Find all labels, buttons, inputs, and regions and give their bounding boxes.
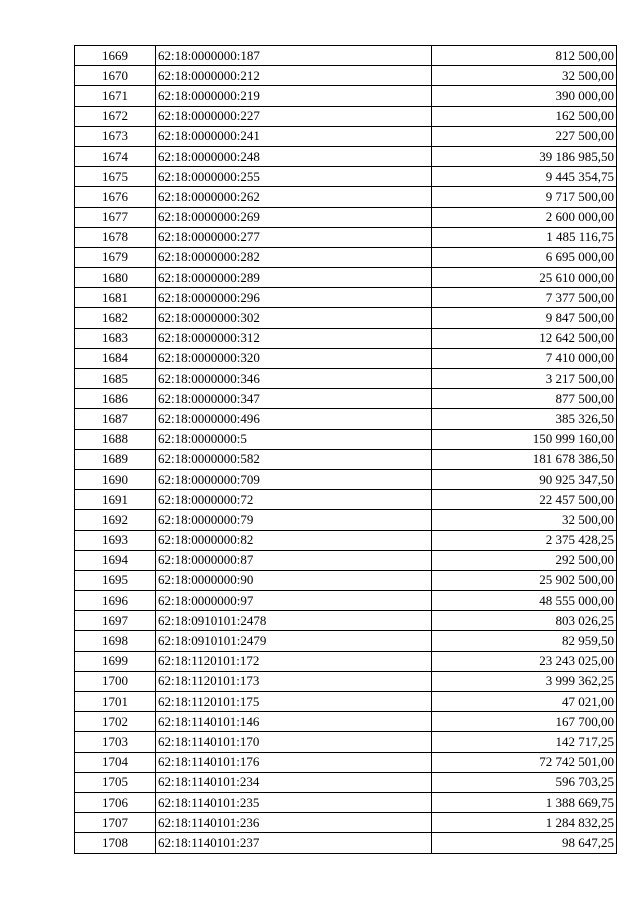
cadastral-value-cell: 25 610 000,00: [432, 268, 617, 288]
cadastral-number-cell: 62:18:0910101:2478: [156, 611, 432, 631]
cadastral-number-cell: 62:18:0000000:709: [156, 469, 432, 489]
row-number-cell: 1681: [75, 288, 156, 308]
cadastral-number-cell: 62:18:0000000:262: [156, 187, 432, 207]
cadastral-number-cell: 62:18:0000000:79: [156, 510, 432, 530]
row-number-cell: 1678: [75, 227, 156, 247]
table-row: [75, 570, 617, 590]
cadastral-value-cell: 6 695 000,00: [432, 247, 617, 267]
table-row: [75, 772, 617, 792]
cadastral-value-cell: 7 410 000,00: [432, 348, 617, 368]
cadastral-value-cell: 2 600 000,00: [432, 207, 617, 227]
cadastral-number-cell: 62:18:0000000:187: [156, 46, 432, 66]
row-number-cell: 1700: [75, 671, 156, 691]
cadastral-value-cell: 596 703,25: [432, 772, 617, 792]
cadastral-value-cell: 292 500,00: [432, 550, 617, 570]
row-number-cell: 1682: [75, 308, 156, 328]
table-row: [75, 510, 617, 530]
row-number-cell: 1703: [75, 732, 156, 752]
row-number-cell: 1669: [75, 46, 156, 66]
cadastral-number-cell: 62:18:0000000:227: [156, 106, 432, 126]
table-row: [75, 792, 617, 812]
row-number-cell: 1697: [75, 611, 156, 631]
cadastral-value-cell: 877 500,00: [432, 389, 617, 409]
cadastral-value-cell: 48 555 000,00: [432, 591, 617, 611]
table-row: [75, 247, 617, 267]
cadastral-value-cell: 72 742 501,00: [432, 752, 617, 772]
table-row: [75, 591, 617, 611]
cadastral-number-cell: 62:18:0000000:582: [156, 449, 432, 469]
cadastral-value-cell: 9 445 354,75: [432, 167, 617, 187]
cadastral-number-cell: 62:18:0000000:277: [156, 227, 432, 247]
row-number-cell: 1686: [75, 389, 156, 409]
table-row: [75, 268, 617, 288]
cadastral-number-cell: 62:18:0000000:289: [156, 268, 432, 288]
table-row: [75, 126, 617, 146]
row-number-cell: 1704: [75, 752, 156, 772]
cadastral-number-cell: 62:18:1140101:236: [156, 813, 432, 833]
table-row: [75, 46, 617, 66]
cadastral-value-cell: 12 642 500,00: [432, 328, 617, 348]
table-row: [75, 530, 617, 550]
cadastral-value-cell: 3 999 362,25: [432, 671, 617, 691]
cadastral-value-cell: 23 243 025,00: [432, 651, 617, 671]
table-row: [75, 146, 617, 166]
table-row: [75, 187, 617, 207]
cadastral-number-cell: 62:18:0000000:255: [156, 167, 432, 187]
table-row: [75, 550, 617, 570]
row-number-cell: 1701: [75, 692, 156, 712]
cadastral-number-cell: 62:18:1120101:173: [156, 671, 432, 691]
row-number-cell: 1694: [75, 550, 156, 570]
table-row: [75, 409, 617, 429]
table-row: [75, 429, 617, 449]
cadastral-number-cell: 62:18:1120101:172: [156, 651, 432, 671]
table-row: [75, 328, 617, 348]
cadastral-number-cell: 62:18:1140101:146: [156, 712, 432, 732]
row-number-cell: 1698: [75, 631, 156, 651]
table-row: [75, 813, 617, 833]
cadastral-number-cell: 62:18:1140101:176: [156, 752, 432, 772]
row-number-cell: 1696: [75, 591, 156, 611]
cadastral-value-cell: 181 678 386,50: [432, 449, 617, 469]
table-row: [75, 671, 617, 691]
cadastral-value-cell: 32 500,00: [432, 66, 617, 86]
cadastral-value-cell: 1 485 116,75: [432, 227, 617, 247]
table-body: [75, 46, 617, 854]
table-row: [75, 66, 617, 86]
cadastral-number-cell: 62:18:0000000:87: [156, 550, 432, 570]
cadastral-number-cell: 62:18:0000000:212: [156, 66, 432, 86]
cadastral-number-cell: 62:18:0000000:248: [156, 146, 432, 166]
row-number-cell: 1684: [75, 348, 156, 368]
cadastral-number-cell: 62:18:0000000:241: [156, 126, 432, 146]
row-number-cell: 1702: [75, 712, 156, 732]
row-number-cell: 1671: [75, 86, 156, 106]
cadastral-value-cell: 1 388 669,75: [432, 792, 617, 812]
row-number-cell: 1674: [75, 146, 156, 166]
cadastral-value-cell: 227 500,00: [432, 126, 617, 146]
cadastral-number-cell: 62:18:0000000:302: [156, 308, 432, 328]
row-number-cell: 1690: [75, 469, 156, 489]
table-row: [75, 712, 617, 732]
row-number-cell: 1672: [75, 106, 156, 126]
row-number-cell: 1691: [75, 490, 156, 510]
row-number-cell: 1693: [75, 530, 156, 550]
cadastral-number-cell: 62:18:0000000:320: [156, 348, 432, 368]
cadastral-value-cell: 98 647,25: [432, 833, 617, 853]
row-number-cell: 1687: [75, 409, 156, 429]
cadastral-number-cell: 62:18:0000000:312: [156, 328, 432, 348]
cadastral-value-cell: 803 026,25: [432, 611, 617, 631]
cadastral-value-cell: 385 326,50: [432, 409, 617, 429]
table-row: [75, 490, 617, 510]
cadastral-value-cell: 7 377 500,00: [432, 288, 617, 308]
cadastral-value-cell: 1 284 832,25: [432, 813, 617, 833]
cadastral-value-cell: 32 500,00: [432, 510, 617, 530]
table-row: [75, 752, 617, 772]
table-row: [75, 369, 617, 389]
table-row: [75, 86, 617, 106]
cadastral-value-table: [74, 45, 617, 854]
table-row: [75, 106, 617, 126]
table-row: [75, 308, 617, 328]
cadastral-number-cell: 62:18:0000000:219: [156, 86, 432, 106]
table-row: [75, 449, 617, 469]
cadastral-value-cell: 82 959,50: [432, 631, 617, 651]
table-row: [75, 692, 617, 712]
row-number-cell: 1683: [75, 328, 156, 348]
cadastral-number-cell: 62:18:0000000:346: [156, 369, 432, 389]
table-row: [75, 389, 617, 409]
cadastral-value-cell: 167 700,00: [432, 712, 617, 732]
table-row: [75, 732, 617, 752]
table-row: [75, 651, 617, 671]
row-number-cell: 1699: [75, 651, 156, 671]
row-number-cell: 1679: [75, 247, 156, 267]
cadastral-number-cell: 62:18:0910101:2479: [156, 631, 432, 651]
cadastral-value-cell: 9 847 500,00: [432, 308, 617, 328]
cadastral-number-cell: 62:18:1140101:234: [156, 772, 432, 792]
cadastral-number-cell: 62:18:0000000:82: [156, 530, 432, 550]
cadastral-number-cell: 62:18:0000000:5: [156, 429, 432, 449]
cadastral-value-cell: 162 500,00: [432, 106, 617, 126]
cadastral-number-cell: 62:18:0000000:72: [156, 490, 432, 510]
cadastral-number-cell: 62:18:1140101:235: [156, 792, 432, 812]
row-number-cell: 1670: [75, 66, 156, 86]
table-row: [75, 348, 617, 368]
row-number-cell: 1676: [75, 187, 156, 207]
table-row: [75, 227, 617, 247]
row-number-cell: 1705: [75, 772, 156, 792]
cadastral-value-cell: 150 999 160,00: [432, 429, 617, 449]
cadastral-value-cell: 390 000,00: [432, 86, 617, 106]
row-number-cell: 1689: [75, 449, 156, 469]
row-number-cell: 1677: [75, 207, 156, 227]
row-number-cell: 1675: [75, 167, 156, 187]
cadastral-number-cell: 62:18:0000000:282: [156, 247, 432, 267]
table-row: [75, 167, 617, 187]
row-number-cell: 1685: [75, 369, 156, 389]
cadastral-value-cell: 39 186 985,50: [432, 146, 617, 166]
cadastral-value-cell: 47 021,00: [432, 692, 617, 712]
table-row: [75, 631, 617, 651]
cadastral-number-cell: 62:18:1140101:170: [156, 732, 432, 752]
cadastral-value-cell: 9 717 500,00: [432, 187, 617, 207]
cadastral-number-cell: 62:18:0000000:90: [156, 570, 432, 590]
table-row: [75, 611, 617, 631]
cadastral-value-cell: 25 902 500,00: [432, 570, 617, 590]
row-number-cell: 1707: [75, 813, 156, 833]
row-number-cell: 1680: [75, 268, 156, 288]
cadastral-value-cell: 90 925 347,50: [432, 469, 617, 489]
cadastral-value-cell: 22 457 500,00: [432, 490, 617, 510]
row-number-cell: 1706: [75, 792, 156, 812]
cadastral-number-cell: 62:18:0000000:97: [156, 591, 432, 611]
cadastral-value-cell: 2 375 428,25: [432, 530, 617, 550]
cadastral-number-cell: 62:18:1120101:175: [156, 692, 432, 712]
table-row: [75, 833, 617, 853]
cadastral-number-cell: 62:18:0000000:296: [156, 288, 432, 308]
row-number-cell: 1688: [75, 429, 156, 449]
table-row: [75, 288, 617, 308]
cadastral-value-cell: 142 717,25: [432, 732, 617, 752]
cadastral-number-cell: 62:18:1140101:237: [156, 833, 432, 853]
row-number-cell: 1692: [75, 510, 156, 530]
table-row: [75, 469, 617, 489]
row-number-cell: 1695: [75, 570, 156, 590]
row-number-cell: 1673: [75, 126, 156, 146]
cadastral-value-cell: 3 217 500,00: [432, 369, 617, 389]
cadastral-number-cell: 62:18:0000000:347: [156, 389, 432, 409]
cadastral-value-cell: 812 500,00: [432, 46, 617, 66]
row-number-cell: 1708: [75, 833, 156, 853]
cadastral-number-cell: 62:18:0000000:496: [156, 409, 432, 429]
cadastral-number-cell: 62:18:0000000:269: [156, 207, 432, 227]
table-row: [75, 207, 617, 227]
